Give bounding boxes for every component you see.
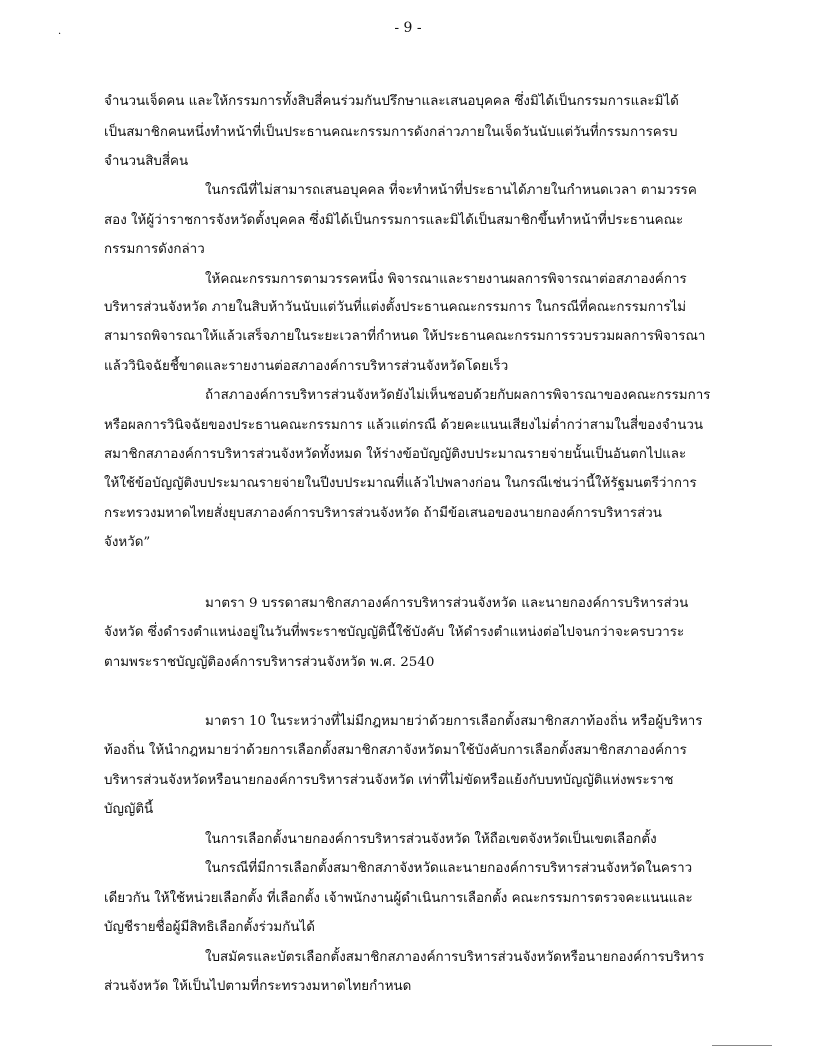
text-line: สมาชิกสภาองค์การบริหารส่วนจังหวัดทั้งหมด ให้ร่างข้อบัญญัติงบประมาณรายจ่ายนั้นเป็นอันตกไปและ <box>104 447 687 462</box>
scan-dot-mark: · <box>58 29 62 40</box>
text-line: สอง ให้ผู้ว่าราชการจังหวัดตั้งบุคคล ซึ่งมิได้เป็นกรรมการและมิได้เป็นสมาชิกขึ้นทำหน้าที่ประธานคณะ <box>104 213 684 228</box>
text-line: มาตรา 10 ในระหว่างที่ไม่มีกฎหมายว่าด้วยการเลือกตั้งสมาชิกสภาท้องถิ่น หรือผู้บริหาร <box>205 714 703 729</box>
text-line: ในการเลือกตั้งนายกองค์การบริหารส่วนจังหวัด ให้ถือเขตจังหวัดเป็นเขตเลือกตั้ง <box>205 832 657 847</box>
text-line: ใบสมัครและบัตรเลือกตั้งสมาชิกสภาองค์การบริหารส่วนจังหวัดหรือนายกองค์การบริหาร <box>205 950 705 965</box>
text-line: ตามพระราชบัญญัติองค์การบริหารส่วนจังหวัด พ.ศ. 2540 <box>104 655 435 670</box>
text-line: สามารถพิจารณาให้แล้วเสร็จภายในระยะเวลาที่กำหนด ให้ประธานคณะกรรมการรวบรวมผลการพิจารณา <box>104 329 706 344</box>
text-line: จำนวนสิบสี่คน <box>104 154 189 169</box>
scan-edge-mark <box>712 1045 772 1046</box>
text-line: บริหารส่วนจังหวัด ภายในสิบห้าวันนับแต่วันที่แต่งตั้งประธานคณะกรรมการ ในกรณีที่คณะกรรมการไม่ <box>104 300 687 315</box>
text-line: บัญชีรายชื่อผู้มีสิทธิเลือกตั้งร่วมกันได้ <box>104 920 315 935</box>
text-line: ในกรณีที่ไม่สามารถเสนอบุคคล ที่จะทำหน้าที่ประธานได้ภายในกำหนดเวลา ตามวรรค <box>205 183 697 198</box>
text-line: บัญญัตินี้ <box>104 802 154 817</box>
text-line: เป็นสมาชิกคนหนึ่งทำหน้าที่เป็นประธานคณะกรรมการดังกล่าวภายในเจ็ดวันนับแต่วันที่กรรมการครบ <box>104 125 678 140</box>
text-line: แล้ววินิจฉัยชี้ขาดและรายงานต่อสภาองค์การบริหารส่วนจังหวัดโดยเร็ว <box>104 359 509 374</box>
text-line: ให้คณะกรรมการตามวรรคหนึ่ง พิจารณาและรายงานผลการพิจารณาต่อสภาองค์การ <box>205 272 687 287</box>
text-line: เดียวกัน ให้ใช้หน่วยเลือกตั้ง ที่เลือกตั้ง เจ้าพนักงานผู้ดำเนินการเลือกตั้ง คณะกรรมการตรวจคะแนนและ <box>104 891 693 906</box>
text-line: จังหวัด” <box>104 535 151 550</box>
text-line: บริหารส่วนจังหวัดหรือนายกองค์การบริหารส่วนจังหวัด เท่าที่ไม่ขัดหรือแย้งกับบทบัญญัติแห่งพระราช <box>104 773 674 788</box>
text-line: กระทรวงมหาดไทยสั่งยุบสภาองค์การบริหารส่วนจังหวัด ถ้ามีข้อเสนอของนายกองค์การบริหารส่วน <box>104 506 662 521</box>
text-line: มาตรา 9 บรรดาสมาชิกสภาองค์การบริหารส่วนจังหวัด และนายกองค์การบริหารส่วน <box>205 596 689 611</box>
text-line: ถ้าสภาองค์การบริหารส่วนจังหวัดยังไม่เห็นชอบด้วยกับผลการพิจารณาของคณะกรรมการ <box>205 388 711 403</box>
text-line: ให้ใช้ข้อบัญญัติงบประมาณรายจ่ายในปีงบประมาณที่แล้วไปพลางก่อน ในกรณีเช่นว่านี้ให้รัฐมนตรีว่าการ <box>104 476 697 491</box>
text-line: จังหวัด ซึ่งดำรงตำแหน่งอยู่ในวันที่พระราชบัญญัตินี้ใช้บังคับ ให้ดำรงตำแหน่งต่อไปจนกว่าจะครบวาระ <box>104 625 685 640</box>
text-line: ส่วนจังหวัด ให้เป็นไปตามที่กระทรวงมหาดไทยกำหนด <box>104 979 412 994</box>
text-line: หรือผลการวินิจฉัยของประธานคณะกรรมการ แล้วแต่กรณี ด้วยคะแนนเสียงไม่ต่ำกว่าสามในสี่ของจำนวน <box>104 418 704 433</box>
text-line: กรรมการดังกล่าว <box>104 242 205 257</box>
text-line: จำนวนเจ็ดคน และให้กรรมการทั้งสิบสี่คนร่วมกันปรึกษาและเสนอบุคคล ซึ่งมิได้เป็นกรรมการและมิได้ <box>104 94 679 109</box>
page-number: - 9 - <box>394 20 422 36</box>
text-line: ท้องถิ่น ให้นำกฎหมายว่าด้วยการเลือกตั้งสมาชิกสภาจังหวัดมาใช้บังคับการเลือกตั้งสมาชิกสภาองค์การ <box>104 743 687 758</box>
text-line: ในกรณีที่มีการเลือกตั้งสมาชิกสภาจังหวัดและนายกองค์การบริหารส่วนจังหวัดในคราว <box>205 861 693 876</box>
